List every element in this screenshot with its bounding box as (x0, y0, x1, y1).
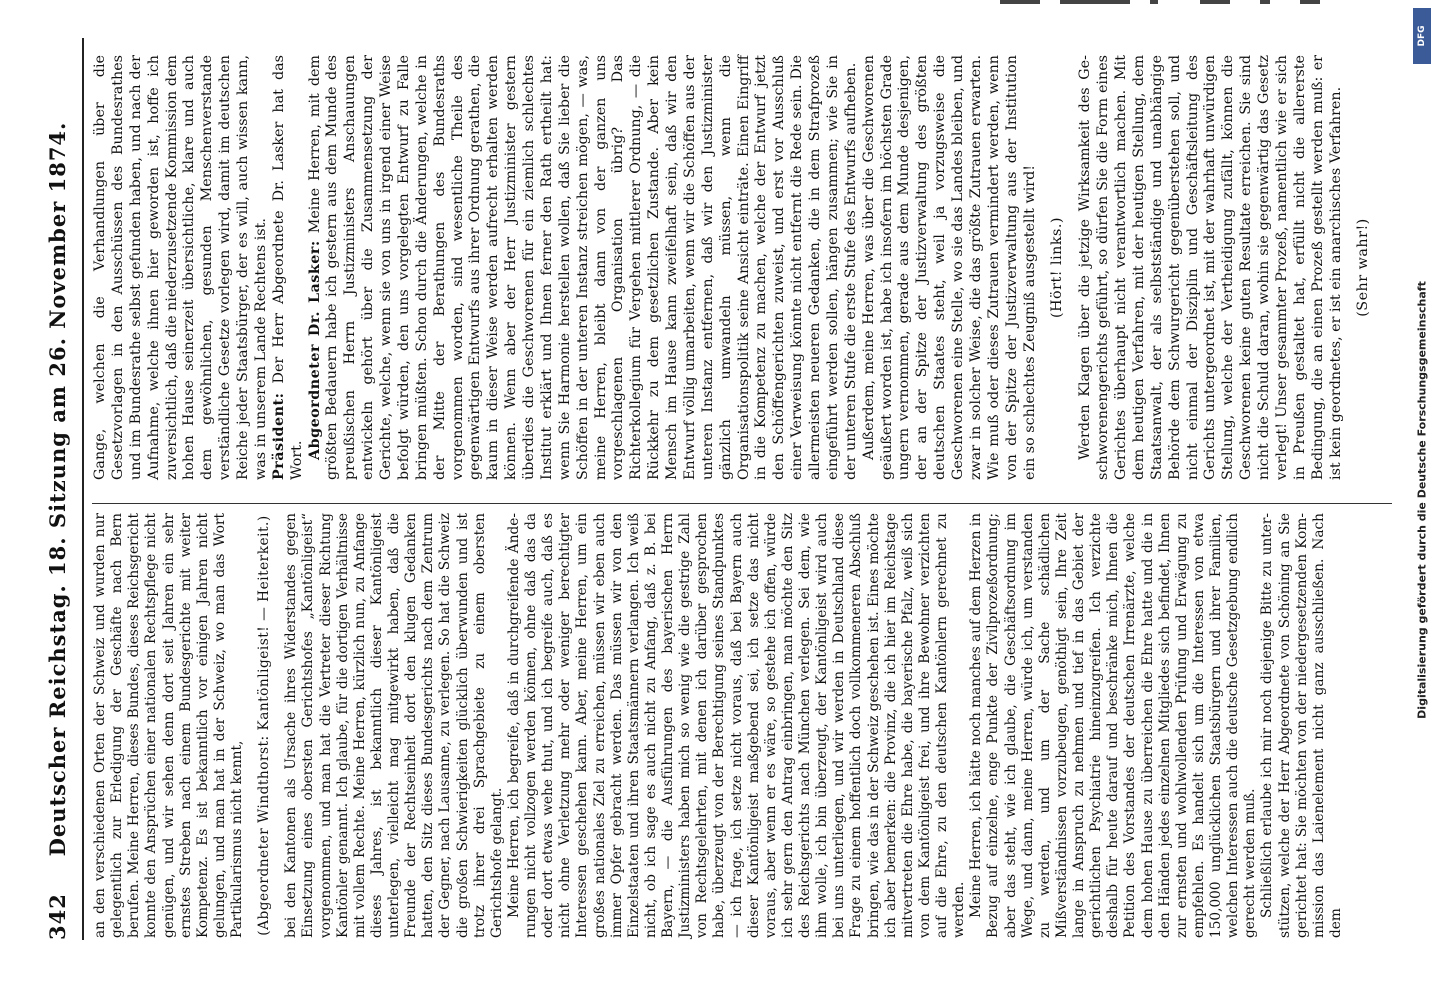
paragraph-text: Außerdem, meine Herren, was über die Geschworenen geäußert worden ist, habe ich insofern im höchsten Grade ungern vernommen, gerade aus dem Munde desjenigen, der an der Spitze der Justizverwaltung des größten deutschen Staates steht, weil ja vorzugsweise die Geschworenen eine Stelle, wo sie das Landes bleiben, und zwar in solcher Weise, die das größte Zutrauen erwarten. Wie muß oder dieses Zutrauen vermindert werden, wenn von der Spitze der Justizverwaltung aus der Institution ein so schlechtes Zeugniß ausgestellt wird! (860, 55, 1038, 480)
paragraph-text: Meine Herren, mit dem größten Bedauern habe ich gestern aus dem Munde des preußischen Herrn Justizministers Anschauungen entwickeln gehört über die Zusammensetzung der Gerichte, welche, wenn sie von uns in irgend einer Weise befolgt würden, den uns vorgelegten Entwurf zu Falle bringen müßten. Schon durch die Änderungen, welche in der Mitte der Berathungen des Bundesraths vorgenommen worden, sind wesentliche Theile des gegenwärtigen Entwurfs aus ihrer Ordnung gerathen, die kaum in dieser Weise werden aufrecht erhalten werden können. Wenn aber der Herr Justizminister gestern überdies die Geschworenen für ein ziemlich schlechtes Institut erklärt und Ihnen ferner den Rath ertheilt hat: wenn Sie Harmonie herstellen wollen, daß Sie lieber die Schöffen in der unteren Instanz streichen mögen, — was, meine Herren, bleibt dann von der ganzen uns vorgeschlagenen Organisation übrig? Das Richterkollegium für Vergehen mittlerer Ordnung, — die Rückkehr zu dem gesetzlichen Zustande. Aber kein Mensch im Hause kann zweifelhaft sein, daß wir den Entwurf völlig umarbeiten, wenn wir die Schöffen aus der unteren Instanz entfernen, daß wir den Justizminister gänzlich umwandeln müssen, wenn die Organisationspolitik seine Ansicht einträte. Einen Eingriff in die Kompetenz zu machen, welche der Entwurf jetzt den Schöffengerichten zuweist, und erst vor Ausschluß einer Verweisung könnte nicht entfernt die Rede sein. Die allermeisten neueren Gedanken, die in dem Strafprozeß eingeführt werden sollen, hängen zusammen; wie Sie in der unteren Stufe die erste Stufe des Entwurfs aufheben. (306, 55, 859, 480)
paragraph-text: (Sehr wahr!) (1355, 218, 1372, 317)
dfg-logo-text: DFG (1417, 25, 1427, 47)
page-title: Deutscher Reichstag. 18. Sitzung am 26. November 1874. (45, 121, 70, 857)
paragraph-text: (Hört! links.) (1049, 217, 1066, 318)
speaker-name: Präsident: (270, 392, 287, 480)
paragraph (92, 513, 246, 938)
column-divider (92, 503, 1392, 504)
interjection (1355, 55, 1373, 480)
paragraph (1077, 55, 1345, 480)
paragraph-text: bei den Kantonen als Ursache ihres Widerstandes gegen Einsetzung eines obersten Gerichtshofes „Kantönligeist“ vorgenommen, und man hat die Vertreter dieser Richtung Kantönler genannt. Ich glaube, für die dortigen Verhältnisse mit vollem Rechte. Meine Herren, kürzlich nun, zu Anfange dieses Jahres, ist bekanntlich dieser Kantönligeist unterlegen, vielleicht mag mitgewirkt haben, daß die Freunde der Rechtseinheit dort den klugen Gedanken hatten, den Sitz dieses Bundesgerichts nach dem Zentrum der Gegner, nach Lausanne, zu verlegen. So hat die Schweiz die großen Schwierigkeiten glücklich überwunden und ist trotz ihrer drei Sprachgebiete zu einem obersten Gerichtshofe gelangt. (283, 513, 505, 938)
scanner-edge-marks (1000, 0, 1400, 6)
paragraph-text: (Abgeordneter Windthorst: Kantönligeist! — Heiterkeit.) (256, 515, 273, 936)
left-column (92, 513, 1345, 938)
digitization-note (1412, 0, 1432, 1000)
paragraph-text: Werden Klagen über die jetzige Wirksamkeit des Geschworenengerichts geführt, so dürfen Sie die Form eines Gerichtes überhaupt nicht verantwortlich machen. Mit dem heutigen Verfahren, mit der heutigen Stellung, dem Staatsanwalt, der als selbstständige und unabhängige Behörde dem Schwurgericht gegenüberstehen soll, und nicht einmal der Disziplin und Geschäftsleitung des Gerichts untergeordnet ist, mit der wahrhaft unwürdigen Stellung, welche der Vertheidigung zufällt, können die Geschworenen keine guten Resultate erreichen. Sie sind nicht die Schuld daran, wohin sie gegenwärtig das Gesetz verlegt! Unser gesammter Prozeß, namentlich wie er sich in Preußen gestaltet hat, erfüllt nicht die allererste Bedingung, die an einen Prozeß gestellt werden muß: er ist kein geordnetes, er ist ein anarchisches Verfahren. (1077, 55, 1344, 480)
interjection (1049, 55, 1067, 480)
paragraph (92, 55, 271, 480)
paragraph-text: an den verschiedenen Orten der Schweiz und wurden nur gelegentlich zur Erledigung der Geschäfte nach Bern berufen. Meine Herren, dieses Bundes, dieses Reichsgericht konnte den Ansprüchen einer nationalen Rechtspflege nicht genügen, und wir sehen denn dort seit Jahren ein sehr ernstes Streben nach einem Bundesgerichte mit weiter Kompetenz. Es ist bekanntlich vor einigen Jahren nicht gelungen, und man hat in der Schweiz, wo man das Wort Partikularismus nicht kennt, (92, 513, 245, 938)
speaker-paragraph (307, 55, 861, 480)
paragraph-text: Der Herr Abgeordnete Dr. Lasker hat das Wort. (270, 55, 305, 480)
paragraph-text: Meine Herren, ich begreife, daß in durchgreifende Änderungen nicht vollzogen werden können, ohne daß das da oder dort etwas wehe thut, und ich begreife auch, daß es nicht ohne Verletzung mehr oder weniger berechtigter Interessen geschehen kann. Aber, meine Herren, um ein großes nationales Ziel zu erreichen, müssen wir eben auch immer Opfer gebracht werden. Das müssen wir von den Einzelstaaten und ihren Staatsmännern verlangen. Ich weiß nicht, ob ich sage es auch nicht zu Anfang, daß z. B. bei Bayern, — die Ausführungen des bayerischen Herrn Justizministers haben mich so wenig wie die gestrige Zahl von Rechtsgelehrten, mit denen ich darüber gesprochen habe, überzeugt von der Berechtigung seines Standpunktes — ich frage, ich setze nicht voraus, daß bei Bayern auch dieser Kantönligeist maßgebend sei, ich setze das nicht voraus, aber wenn er es wäre, so gestehe ich offen, würde ich sehr gern den Antrag einbringen, man möchte den Sitz des Reichsgerichts nach München verlegen. Sei dem, wie ihm wolle, ich bin überzeugt, der Kantönligeist wird auch bei uns unterliegen, und wir werden in Deutschland diese Frage zu einem hoffentlich doch vollkommeneren Abschluß bringen, wie das in der Schweiz geschehen ist. Eines möchte ich aber bemerken: die Provinz, die ich hier im Reichstage mitvertreten die Ehre habe, die bayerische Pfalz, weiß sich von dem Kantönligeist frei, und ihre Bewohner verzichten auf die Ehre, zu den deutschen Kantönlern gerechnet zu werden. (505, 513, 968, 938)
paragraph (283, 513, 506, 938)
paragraph (861, 55, 1040, 480)
header-rule (82, 38, 84, 940)
dfg-logo (1413, 8, 1431, 64)
interjection (256, 513, 273, 938)
paragraph-text: Schließlich erlaube ich mir noch diejenige Bitte zu unterstützen, welche der Herr Abgeordnete von Schöning an Sie gerichtet hat: Sie möchten von der niedergesetzenden Kommission das Laienelement nicht ganz ausschließen. Nach dem (1259, 513, 1344, 938)
paragraph-text: Gange, welchen die Verhandlungen über die Gesetzvorlagen in den Ausschüssen des Bundesrathes und im Bundesrathe selbst gefunden haben, und nach der Aufnahme, welche ihnen hier geworden ist, hoffe ich zuversichtlich, daß die niederzusetzende Kommission dem hohen Hause seinerzeit übersichtliche, klare und auch dem gewöhnlichen, gesunden Menschenverstande verständliche Gesetze vorlegen wird, damit im deutschen Reiche jeder Staatsbürger, der es will, auch wissen kann, was in unserem Lande Rechtens ist. (92, 55, 269, 480)
right-column (92, 55, 1383, 480)
digitization-note-text: Digitalisierung gefördert durch die Deutsche Forschungsgemeinschaft (1415, 281, 1429, 719)
paragraph (506, 513, 968, 938)
paragraph (968, 513, 1259, 938)
speaker-paragraph (271, 55, 307, 480)
paragraph (1259, 513, 1345, 938)
page-header (45, 38, 77, 940)
page-number: 342 (45, 893, 70, 940)
speaker-name: Abgeordneter Dr. Lasker: (306, 240, 323, 460)
paragraph-text: Meine Herren, ich hätte noch manches auf dem Herzen in Bezug auf einzelne, enge Punkte der Zivilprozeßordnung; aber das steht, wie ich glaube, die Geschäftsordnung im Wege, und dann, meine Herren, würde ich, um verstanden zu werden, und um der Sache schädlichen Mißverständnissen vorzubeugen, genöthigt sein, Ihre Zeit lange in Anspruch zu nehmen und tief in das Gebiet der gerichtlichen Psychiatrie hineinzugreifen. Ich verzichte deshalb für heute darauf und beschränke mich, Ihnen die Petition des Vorstandes der deutschen Irrenärzte, welche dem hohen Hause zu überreichen die Ehre hatte und die in den Händen jedes einzelnen Mitgliedes sich befindet, Ihnen zur ernsten und wohlwollenden Prüfung und Erwägung zu empfehlen. Es handelt sich um die Interessen von etwa 150,000 unglücklichen Staatsbürgern und ihrer Familien, welchen Interessen auch die deutsche Gesetzgebung endlich gerecht werden muß. (968, 513, 1259, 938)
